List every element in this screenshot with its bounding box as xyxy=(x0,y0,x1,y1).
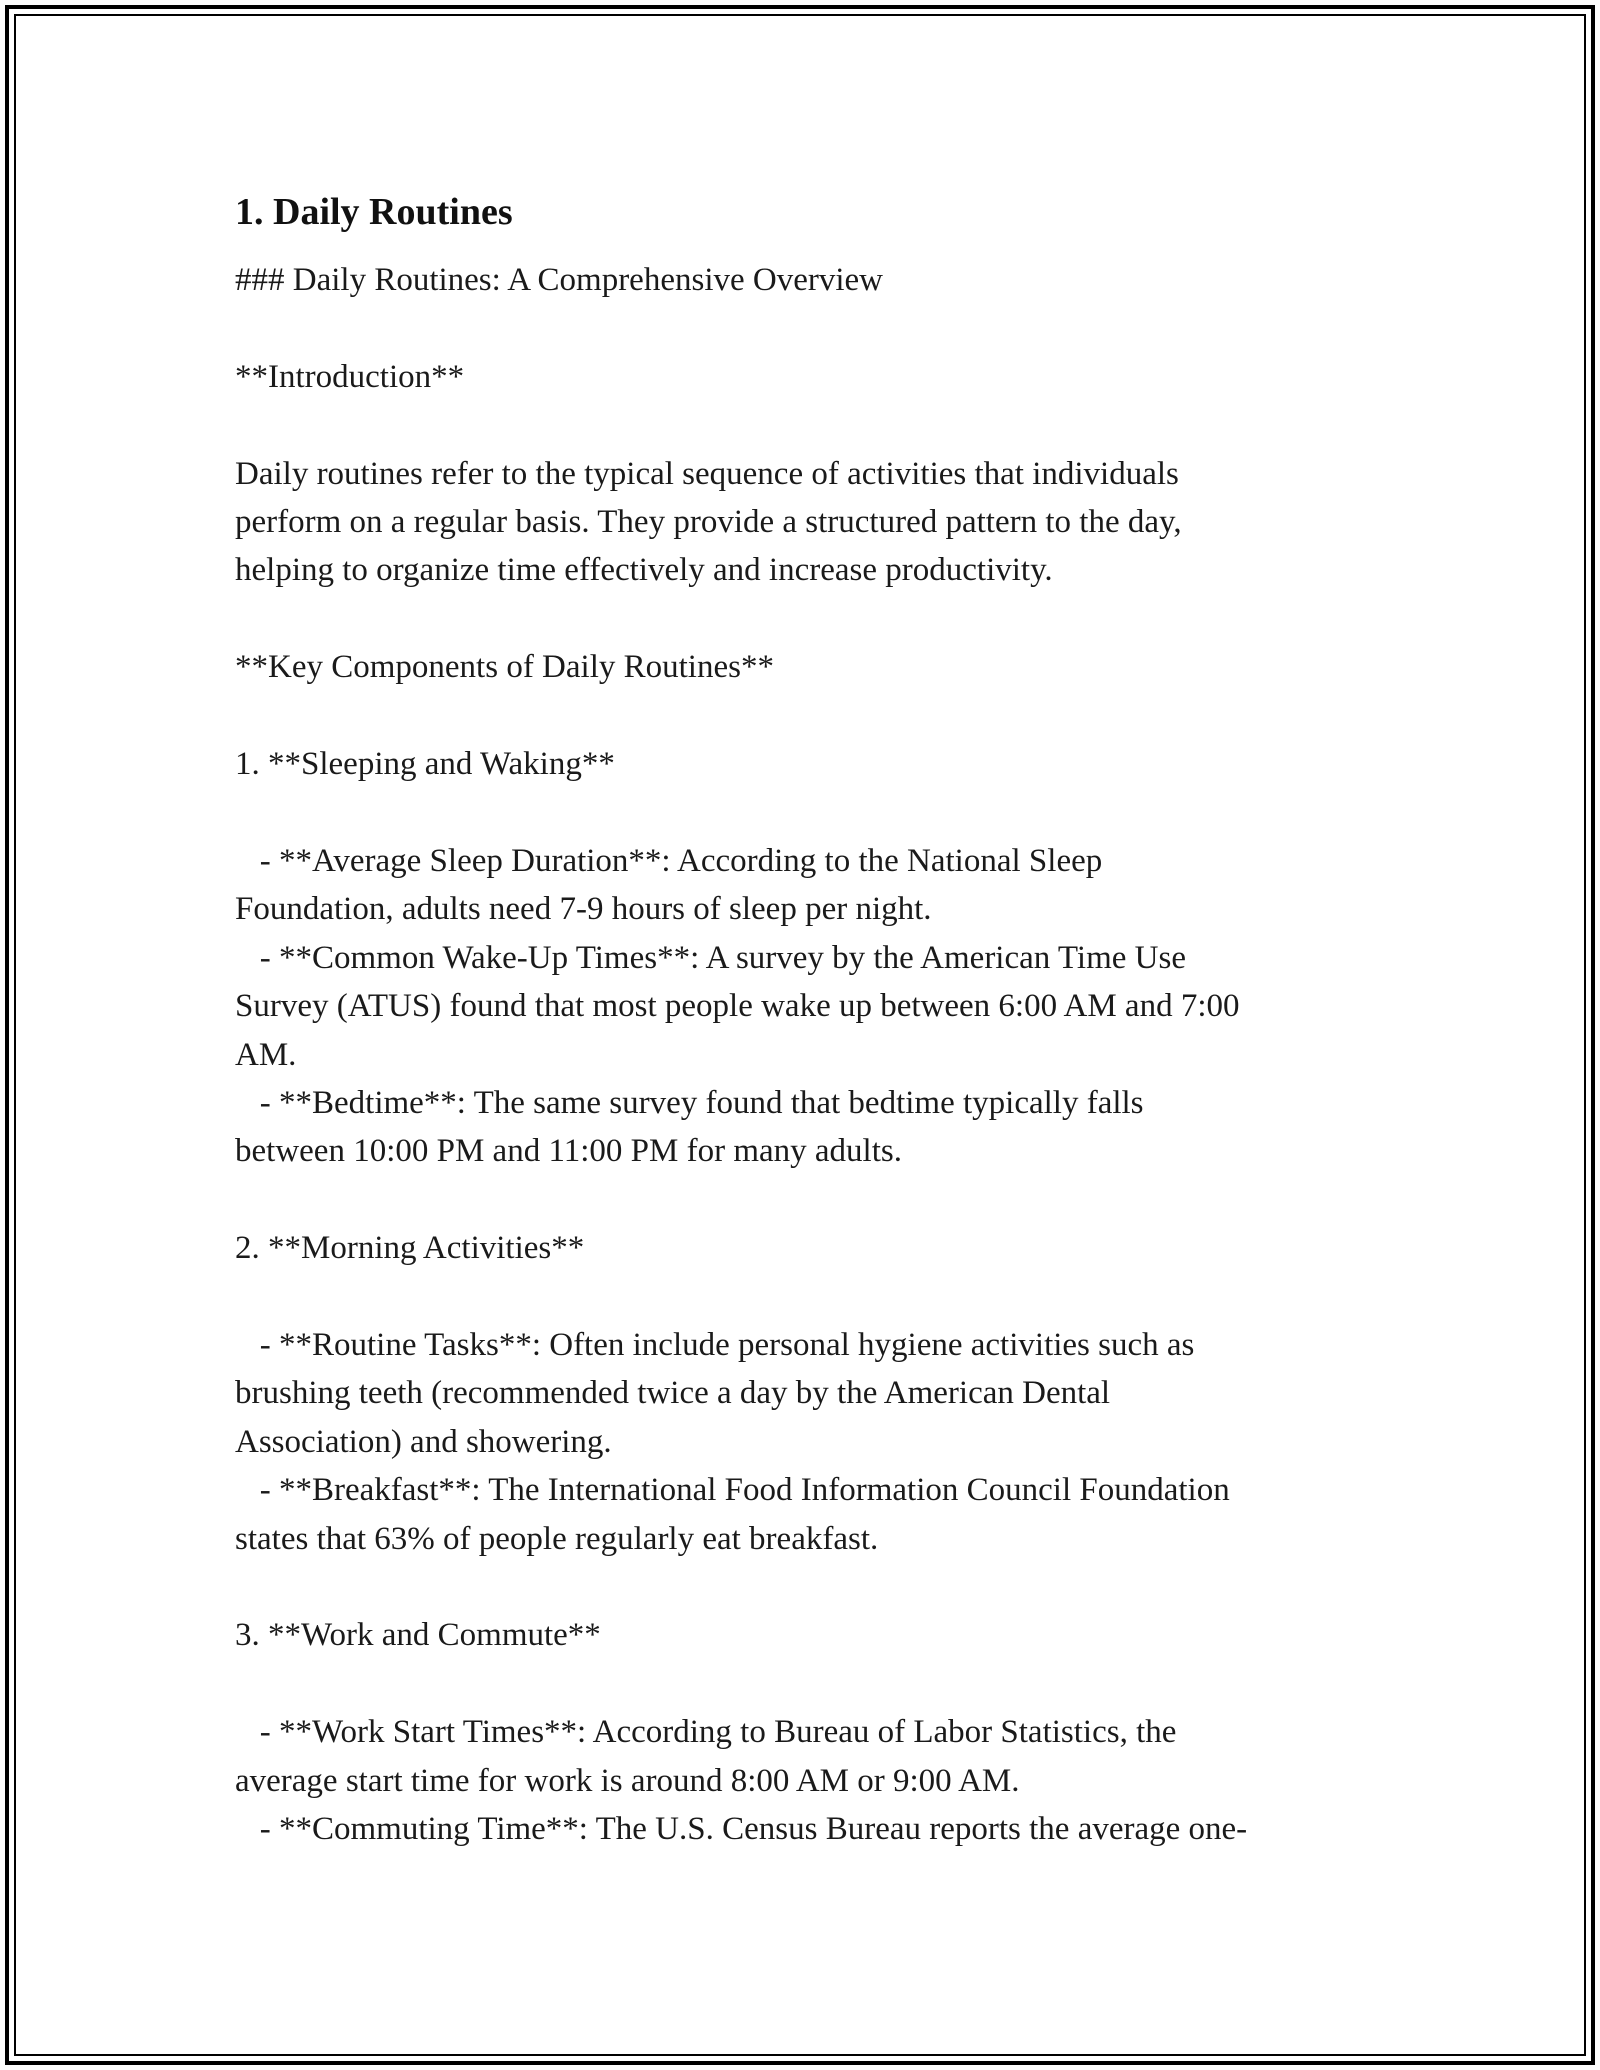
text-line: - **Routine Tasks**: Often include personal hygiene activities such as xyxy=(235,1326,1195,1363)
document-title: 1. Daily Routines xyxy=(235,191,513,233)
text-line: average start time for work is around 8:00 AM or 9:00 AM. xyxy=(235,1762,1020,1799)
text-line xyxy=(235,692,1365,740)
text-line xyxy=(235,401,1365,449)
text-line xyxy=(235,1176,1365,1224)
text-line: 2. **Morning Activities** xyxy=(235,1230,585,1267)
text-line: - **Breakfast**: The International Food Information Council Foundation xyxy=(235,1472,1230,1509)
text-line: Association) and showering. xyxy=(235,1423,612,1460)
text-line xyxy=(235,1563,1365,1611)
text-line: helping to organize time effectively and increase productivity. xyxy=(235,552,1053,589)
text-line: - **Average Sleep Duration**: According to the National Sleep xyxy=(235,842,1103,879)
text-line xyxy=(235,788,1365,836)
text-line: 3. **Work and Commute** xyxy=(235,1617,601,1654)
text-line: between 10:00 PM and 11:00 PM for many adults. xyxy=(235,1133,902,1170)
text-line: perform on a regular basis. They provide a structured pattern to the day, xyxy=(235,504,1182,541)
text-line: AM. xyxy=(235,1036,297,1073)
text-line: - **Commuting Time**: The U.S. Census Bureau reports the average one- xyxy=(235,1811,1248,1847)
text-line: 1. **Sleeping and Waking** xyxy=(235,746,615,783)
text-line: states that 63% of people regularly eat breakfast. xyxy=(235,1520,879,1557)
text-line: Survey (ATUS) found that most people wake up between 6:00 AM and 7:00 xyxy=(235,988,1240,1025)
text-line: - **Common Wake-Up Times**: A survey by the American Time Use xyxy=(235,939,1186,976)
text-line: **Key Components of Daily Routines** xyxy=(235,649,774,686)
document-body xyxy=(235,256,1365,1853)
text-line: - **Work Start Times**: According to Bureau of Labor Statistics, the xyxy=(235,1714,1177,1751)
text-line: - **Bedtime**: The same survey found that bedtime typically falls xyxy=(235,1084,1144,1121)
text-line: ### Daily Routines: A Comprehensive Overview xyxy=(235,262,883,298)
text-line: brushing teeth (recommended twice a day by the American Dental xyxy=(235,1375,1111,1412)
text-line: Daily routines refer to the typical sequence of activities that individuals xyxy=(235,455,1179,492)
text-line: **Introduction** xyxy=(235,358,465,395)
document-content xyxy=(235,186,1365,1853)
text-line xyxy=(235,304,1365,352)
text-line xyxy=(235,1660,1365,1708)
text-line: Foundation, adults need 7-9 hours of sleep per night. xyxy=(235,891,932,928)
text-line xyxy=(235,595,1365,643)
text-line xyxy=(235,1273,1365,1321)
